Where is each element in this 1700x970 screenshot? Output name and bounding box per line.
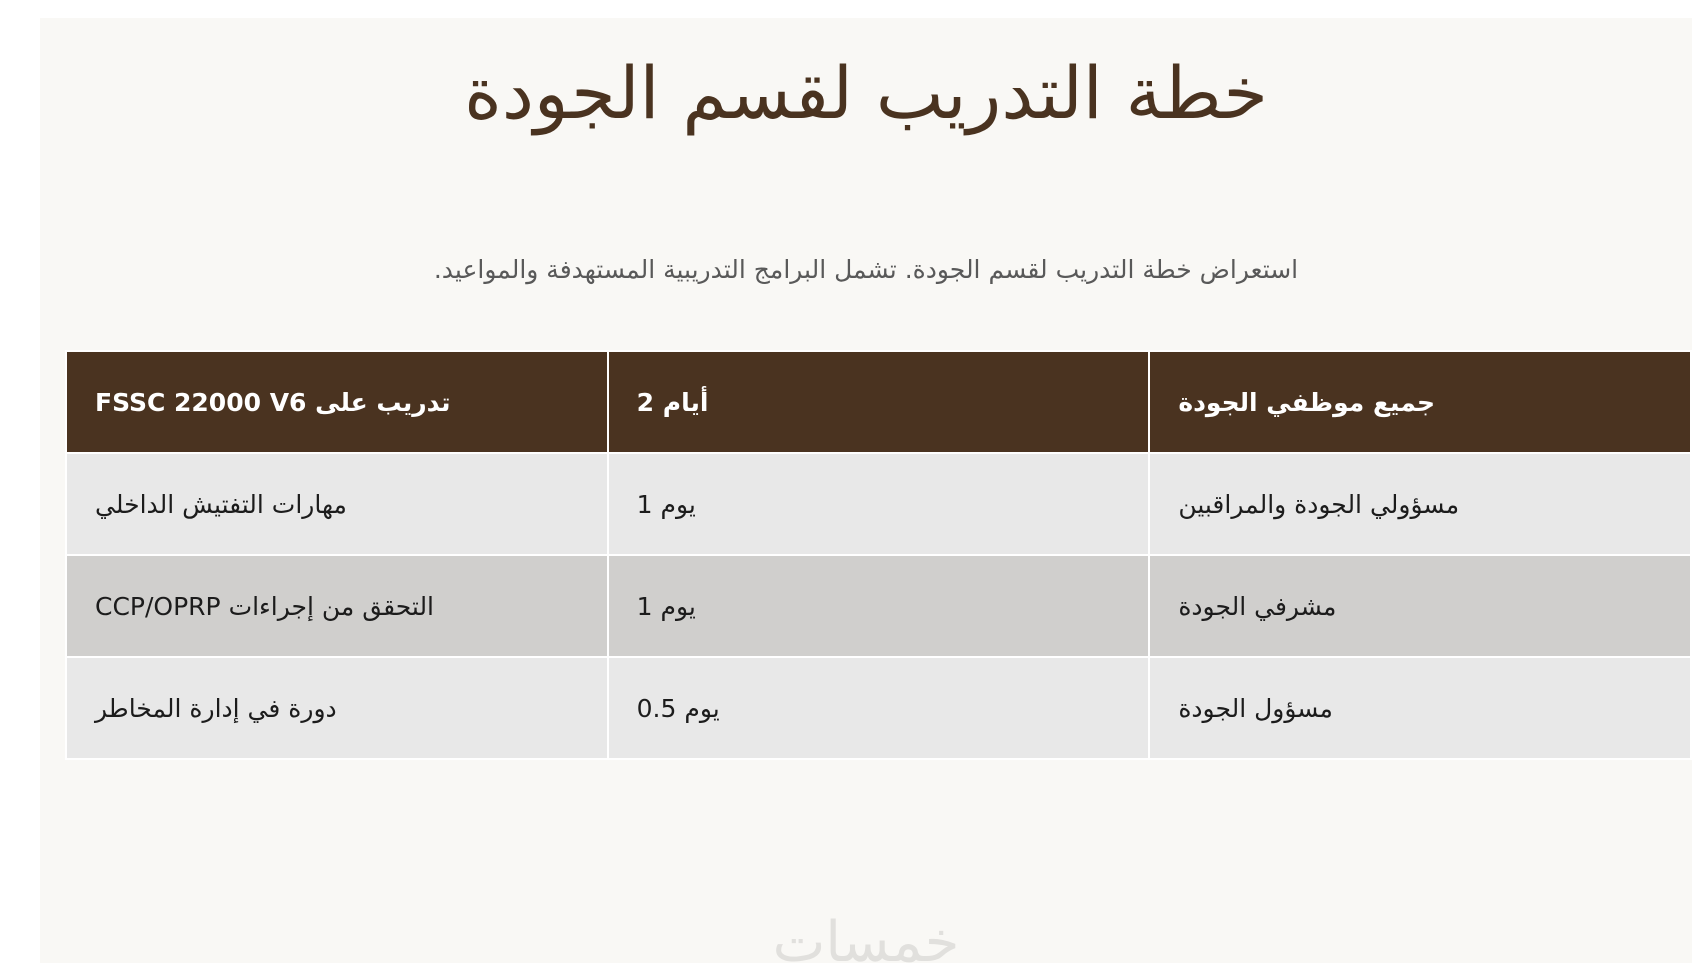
table-cell: جميع موظفي الجودة — [1149, 351, 1691, 453]
table-cell: يوم 1 — [608, 453, 1150, 555]
table-row — [66, 657, 1691, 759]
table-cell: يوم 0.5 — [608, 657, 1150, 759]
watermark-logo: خمسات — [772, 913, 960, 963]
table-row — [66, 555, 1691, 657]
table-cell: مسؤول الجودة — [1149, 657, 1691, 759]
table-cell: أيام 2 — [608, 351, 1150, 453]
training-plan-table — [65, 350, 1692, 760]
table-cell: تدريب على FSSC 22000 V6 — [66, 351, 608, 453]
table-cell: يوم 1 — [608, 555, 1150, 657]
table-cell: دورة في إدارة المخاطر — [66, 657, 608, 759]
table-cell: التحقق من إجراءات CCP/OPRP — [66, 555, 608, 657]
slide — [40, 18, 1692, 963]
table-cell: مهارات التفتيش الداخلي — [66, 453, 608, 555]
slide-title: خطة التدريب لقسم الجودة — [464, 51, 1268, 135]
table-row — [66, 453, 1691, 555]
table-header-row — [66, 351, 1691, 453]
table-cell: مشرفي الجودة — [1149, 555, 1691, 657]
table-cell: مسؤولي الجودة والمراقبين — [1149, 453, 1691, 555]
slide-subtitle: استعراض خطة التدريب لقسم الجودة. تشمل البرامج التدريبية المستهدفة والمواعيد. — [433, 255, 1299, 284]
